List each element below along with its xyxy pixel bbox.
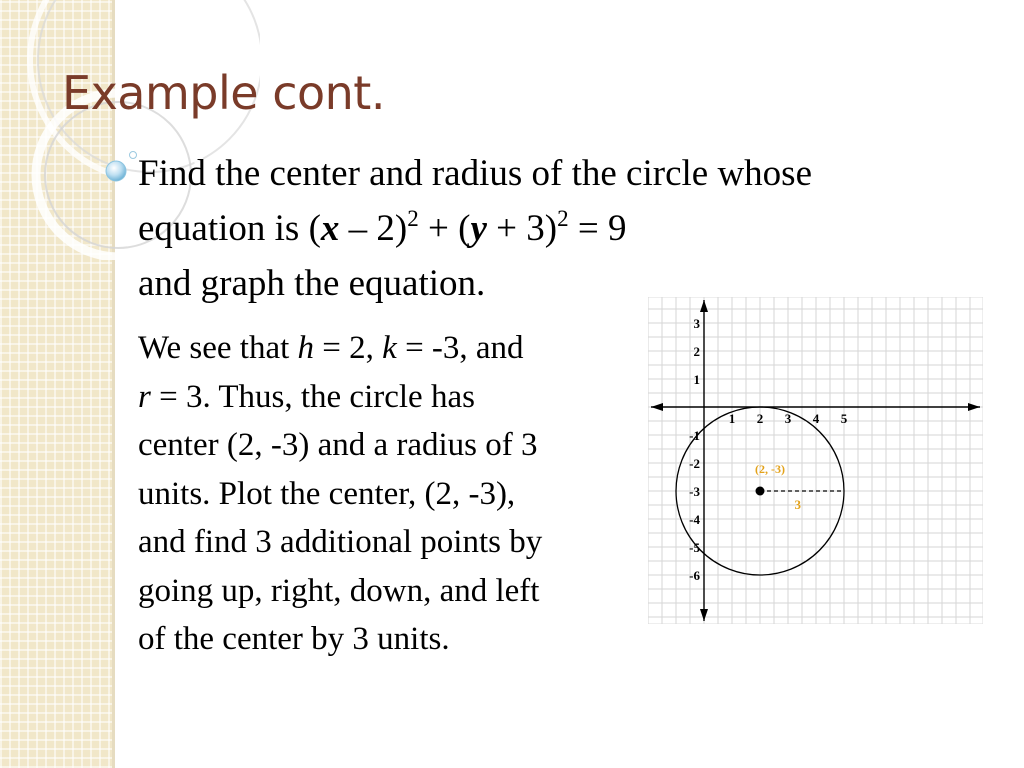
answer-line-7: of the center by 3 units. [138, 621, 450, 657]
y-tick-label: -4 [689, 512, 700, 527]
x-tick-label: 5 [840, 411, 848, 426]
question-line-3: and graph the equation. [138, 263, 486, 304]
y-tick-label: 1 [693, 372, 700, 387]
answer-line-3: center (2, -3) and a radius of 3 [138, 427, 538, 463]
center-point [756, 487, 765, 496]
slide-title: Example cont. [62, 66, 385, 120]
answer-line-1: We see that h = 2, k = -3, and [138, 330, 524, 366]
x-tick-label: 3 [784, 411, 792, 426]
x-tick-label: 1 [728, 411, 736, 426]
center-label: (2, -3) [755, 462, 785, 476]
bubble-bullet-icon [100, 147, 140, 187]
radius-label: 3 [794, 497, 802, 512]
y-tick-label: -5 [689, 540, 700, 555]
y-tick-label: -3 [689, 484, 700, 499]
y-tick-label: -6 [689, 568, 700, 583]
y-tick-label: -2 [689, 456, 700, 471]
y-tick-label: -1 [689, 428, 700, 443]
variable-x: x [320, 208, 340, 249]
x-tick-label: 4 [812, 411, 820, 426]
variable-y: y [470, 208, 487, 249]
question-line-1: Find the center and radius of the circle whose [138, 153, 812, 194]
answer-line-6: going up, right, down, and left [138, 572, 540, 609]
answer-line-4: units. Plot the center, (2, -3), [138, 475, 516, 512]
y-tick-label: 2 [693, 344, 700, 359]
y-tick-label: 3 [693, 316, 700, 331]
question-line-2: equation is $(x - 2)^2 + (y + 3)^2 = 9$ [138, 206, 627, 249]
circle-graph [648, 297, 983, 624]
x-tick-label: 2 [756, 411, 764, 426]
question-text [138, 146, 998, 311]
answer-line-5: and find 3 additional points by [138, 524, 543, 560]
answer-line-2: r = 3. Thus, the circle has [138, 378, 475, 415]
answer-text [138, 324, 638, 664]
